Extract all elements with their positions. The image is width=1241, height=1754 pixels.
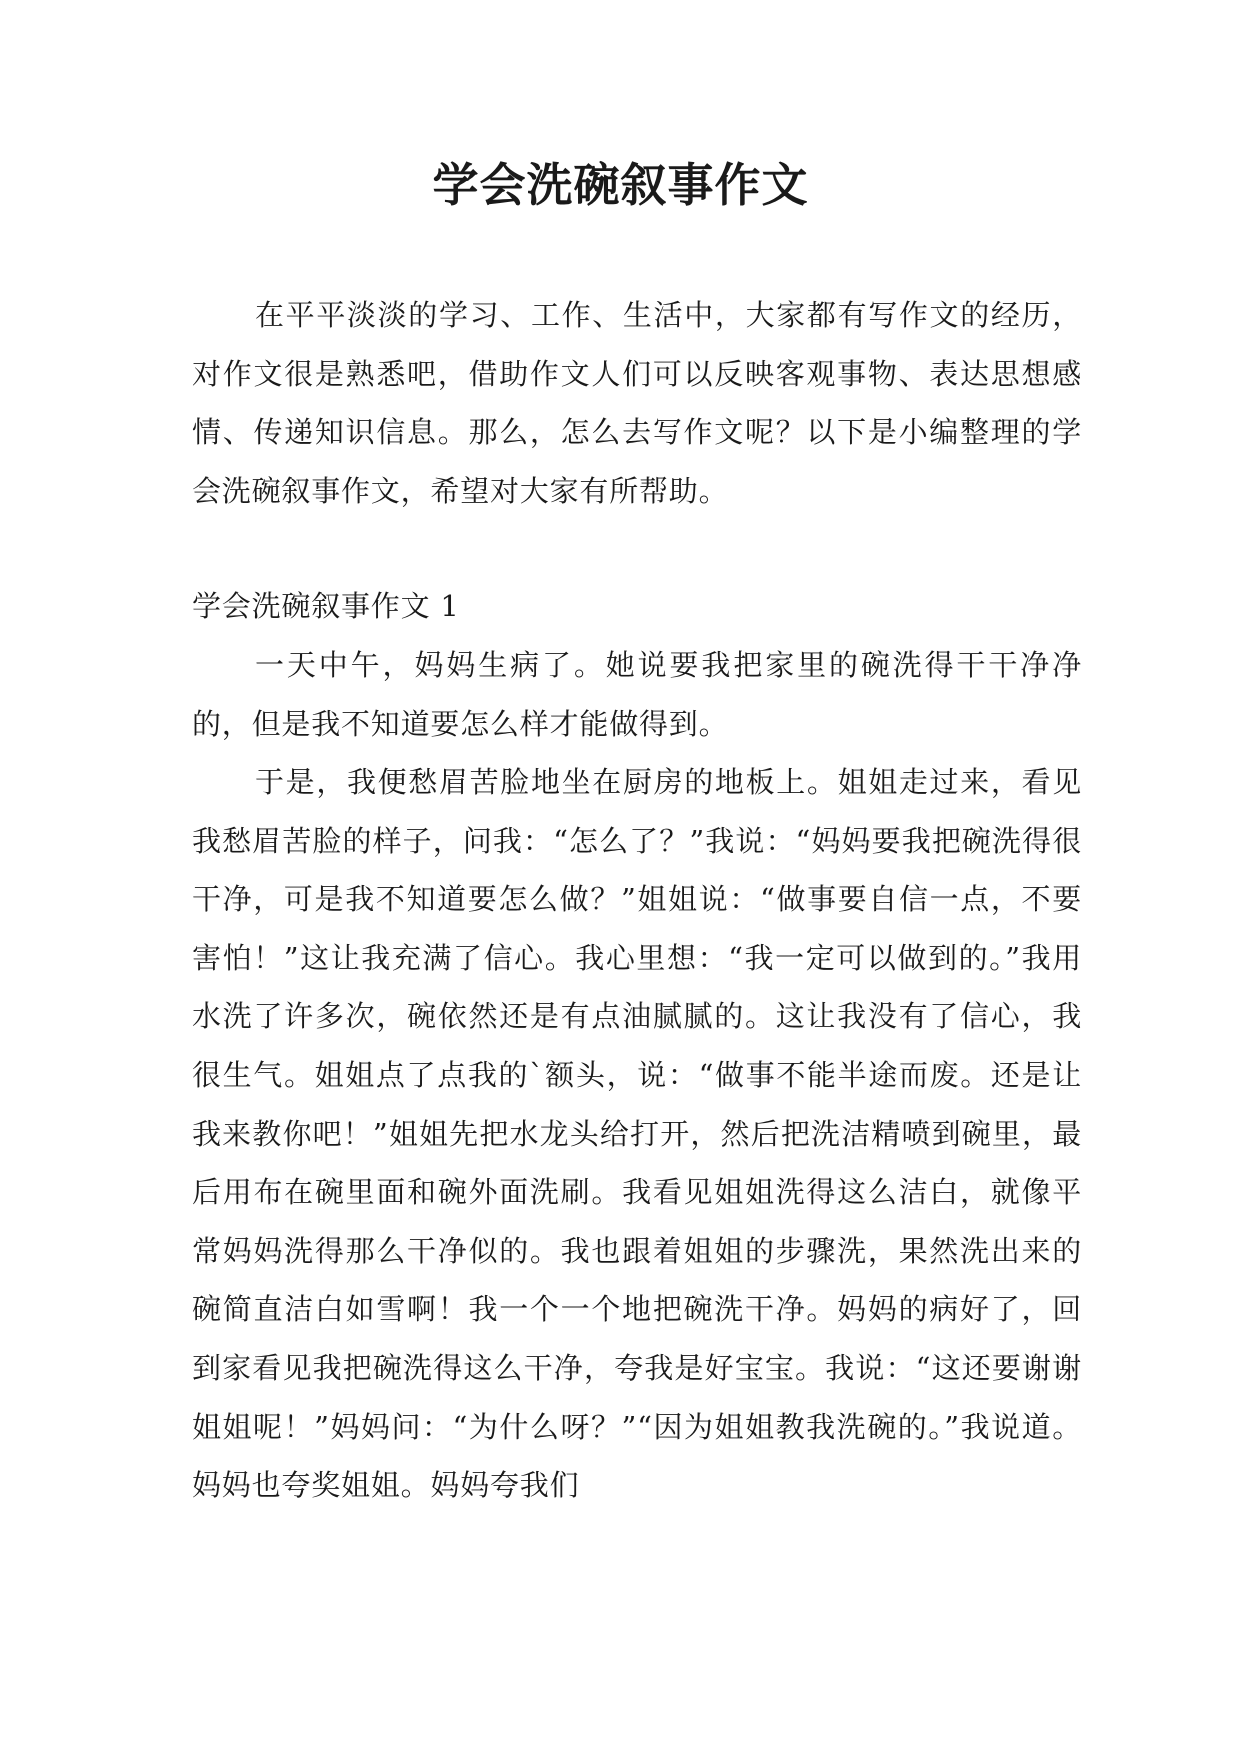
section-heading: 学会洗碗叙事作文 1	[192, 589, 460, 623]
story-paragraph-1: 一天中午，妈妈生病了。她说要我把家里的碗洗得干干净净的，但是我不知道要怎么样才能做得到。	[192, 648, 1082, 741]
intro-paragraph: 在平平淡淡的学习、工作、生活中，大家都有写作文的经历，对作文很是熟悉吧，借助作文人们可以反映客观事物、表达思想感情、传递知识信息。那么，怎么去写作文呢？以下是小编整理的学会洗碗叙事作文，希望对大家有所帮助。	[192, 298, 1082, 508]
story-paragraph-2: 于是，我便愁眉苦脸地坐在厨房的地板上。姐姐走过来，看见我愁眉苦脸的样子，问我：“怎么了？”我说：“妈妈要我把碗洗得很干净，可是我不知道要怎么做？”姐姐说：“做事要自信一点，不要害怕！”这让我充满了信心。我心里想：“我一定可以做到的。”我用水洗了许多次，碗依然还是有点油腻腻的。这让我没有了信心，我很生气。姐姐点了点我的`额头，说：“做事不能半途而废。还是让我来教你吧！”姐姐先把水龙头给打开，然后把洗洁精喷到碗里，最后用布在碗里面和碗外面洗刷。我看见姐姐洗得这么洁白，就像平常妈妈洗得那么干净似的。我也跟着姐姐的步骤洗，果然洗出来的碗简直洁白如雪啊！我一个一个地把碗洗干净。妈妈的病好了，回到家看见我把碗洗得这么干净，夸我是好宝宝。我说：“这还要谢谢姐姐呢！”妈妈问：“为什么呀？”“因为姐姐教我洗碗的。”我说道。妈妈也夸奖姐姐。妈妈夸我们	[192, 765, 1082, 1503]
document-title: 学会洗碗叙事作文	[432, 158, 809, 212]
